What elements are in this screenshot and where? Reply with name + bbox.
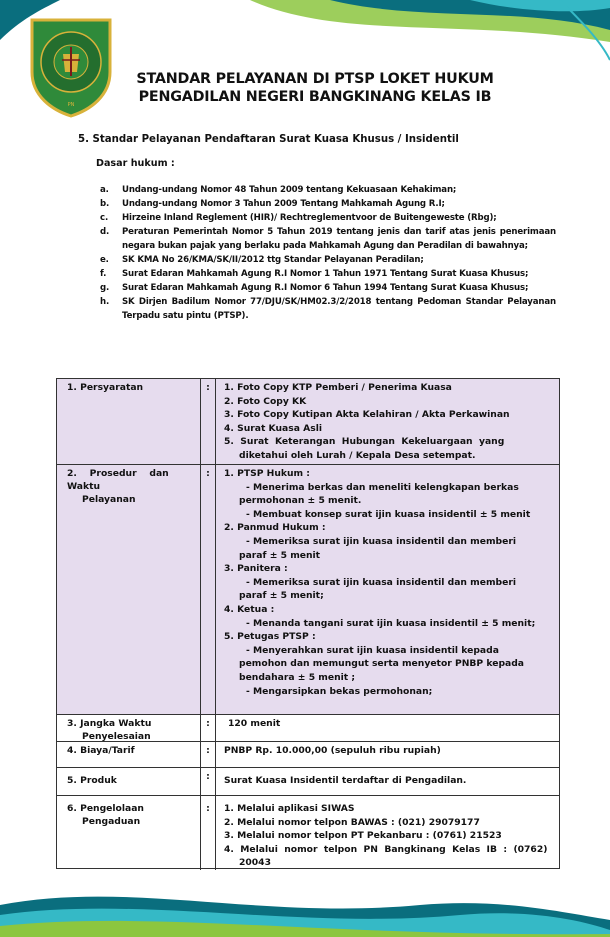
- content-line: diketahui oleh Lurah / Kepala Desa setempat.: [239, 449, 476, 461]
- legal-item-text: Surat Edaran Mahkamah Agung R.I Nomor 6 Tahun 1994 Tentang Surat Kuasa Khusus;: [122, 283, 529, 293]
- section-heading: 5. Standar Pelayanan Pendaftaran Surat Kuasa Khusus / Insidentil: [78, 134, 459, 145]
- legal-item-marker: d.: [100, 227, 110, 237]
- content-line: 3. Melalui nomor telpon PT Pekanbaru : (0761) 21523: [224, 830, 502, 842]
- table-row-prosedur: [57, 465, 559, 715]
- legal-item-marker: c.: [100, 213, 109, 223]
- table-row-persyaratan: [57, 379, 559, 465]
- legal-item-marker: e.: [100, 255, 109, 265]
- row-colon: :: [201, 715, 216, 741]
- row-label: [57, 465, 201, 714]
- content-line: 4. Melalui nomor telpon PN Bangkinang Kelas IB : (0762): [224, 843, 548, 855]
- table-row-biaya: [57, 742, 559, 768]
- content-line: - Mengarsipkan bekas permohonan;: [246, 685, 433, 697]
- row-colon: :: [201, 465, 216, 714]
- row-content: [216, 742, 559, 767]
- legal-item-marker: f.: [100, 269, 107, 279]
- row-colon: :: [201, 379, 216, 464]
- table-row-pengaduan: [57, 796, 559, 870]
- content-line: 3. Foto Copy Kutipan Akta Kelahiran / Akta Perkawinan: [224, 409, 510, 421]
- legal-item: [100, 253, 556, 267]
- row-label-line: Penyelesaian: [82, 731, 151, 742]
- legal-item-text: Hirzeine Inland Reglement (HIR)/ Rechtreglementvoor de Buitengeweste (Rbg);: [122, 213, 497, 223]
- content-line: 4. Surat Kuasa Asli: [224, 422, 323, 434]
- content-line: - Memeriksa surat ijin kuasa insidentil dan memberi: [246, 535, 517, 547]
- page-title-line-2: PENGADILAN NEGERI BANGKINANG KELAS IB: [138, 89, 492, 105]
- row-label-line: 6. Pengelolaan: [67, 803, 144, 814]
- content-line: 4. Ketua :: [224, 603, 275, 615]
- legal-item: [100, 183, 556, 197]
- legal-item-marker: a.: [100, 185, 109, 195]
- table-row-jangka-waktu: [57, 715, 559, 742]
- legal-item-text: Surat Edaran Mahkamah Agung R.I Nomor 1 Tahun 1971 Tentang Surat Kuasa Khusus;: [122, 269, 529, 279]
- content-line: paraf ± 5 menit;: [239, 590, 324, 602]
- content-line: permohonan ± 5 menit.: [239, 495, 362, 507]
- row-colon: :: [201, 742, 216, 767]
- legal-item: [100, 211, 556, 225]
- row-label: 1. Persyaratan: [57, 379, 201, 464]
- legal-item-text: SK Dirjen Badilum Nomor 77/DJU/SK/HM02.3/2/2018 tentang Pedoman Standar Pelayanan Terpadu satu pintu (PTSP).: [122, 297, 556, 321]
- content-line: - Membuat konsep surat ijin kuasa insidentil ± 5 menit: [246, 508, 531, 520]
- row-colon: :: [201, 796, 216, 870]
- row-label-line: Pengaduan: [82, 816, 141, 827]
- content-line: 2. Panmud Hukum :: [224, 522, 326, 534]
- content-line: - Menerima berkas dan meneliti kelengkapan berkas: [246, 481, 519, 493]
- legal-item: [100, 197, 556, 211]
- legal-item: [100, 281, 556, 295]
- content-line: paraf ± 5 menit: [239, 549, 321, 561]
- row-content: [216, 379, 559, 464]
- legal-item-text: Undang-undang Nomor 48 Tahun 2009 tentang Kekuasaan Kehakiman;: [122, 185, 457, 195]
- row-content: [216, 768, 559, 795]
- content-line: pemohon dan memungut serta menyetor PNBP kepada: [239, 658, 524, 670]
- service-standard-table: [56, 378, 560, 869]
- row-label-line: 3. Jangka Waktu: [67, 718, 152, 729]
- content-line: 5. Petugas PTSP :: [224, 631, 316, 643]
- content-line: 2. Foto Copy KK: [224, 395, 307, 407]
- row-content: [216, 796, 559, 870]
- legal-item-marker: h.: [100, 297, 110, 307]
- legal-item-text: SK KMA No 26/KMA/SK/II/2012 ttg Standar Pelayanan Peradilan;: [122, 255, 424, 265]
- row-colon: :: [201, 768, 216, 795]
- legal-item-text: Peraturan Pemerintah Nomor 5 Tahun 2019 tentang jenis dan tarif atas jenis penerimaan negara bukan pajak yang berlaku pada Mahkamah Agung dan Peradilan di bawahnya;: [122, 227, 556, 251]
- content-line: 120 menit: [228, 718, 281, 729]
- content-line: bendahara ± 5 menit ;: [239, 671, 356, 683]
- content-line: 3. Panitera :: [224, 563, 288, 575]
- legal-item-marker: b.: [100, 199, 110, 209]
- row-label: [57, 796, 201, 870]
- row-content: [216, 715, 559, 741]
- content-line: - Menanda tangani surat ijin kuasa insidentil ± 5 menit;: [246, 617, 536, 629]
- legal-item: [100, 225, 556, 253]
- row-label-line: Pelayanan: [82, 494, 136, 505]
- table-row-produk: [57, 768, 559, 796]
- legal-basis-list: [100, 183, 556, 323]
- legal-item: [100, 295, 556, 323]
- content-line: 1. Melalui aplikasi SIWAS: [224, 803, 355, 814]
- svg-text:PN: PN: [67, 102, 75, 108]
- row-label: 5. Produk: [57, 768, 201, 795]
- content-line: - Memeriksa surat ijin kuasa insidentil dan memberi: [246, 576, 517, 588]
- page-title: [100, 70, 530, 106]
- content-line: - Menyerahkan surat ijin kuasa insidentil kepada: [246, 644, 499, 656]
- row-label-line: Waktu: [67, 481, 101, 492]
- content-line: Surat Kuasa Insidentil terdaftar di Pengadilan.: [224, 775, 467, 786]
- row-label: 4. Biaya/Tarif: [57, 742, 201, 767]
- row-label-line: 2. Prosedur dan: [67, 468, 169, 479]
- content-line: 1. Foto Copy KTP Pemberi / Penerima Kuasa: [224, 382, 452, 393]
- legal-item-text: Undang-undang Nomor 3 Tahun 2009 Tentang Mahkamah Agung R.I;: [122, 199, 445, 209]
- legal-item: [100, 267, 556, 281]
- row-label: [57, 715, 201, 741]
- content-line: 1. PTSP Hukum :: [224, 468, 310, 479]
- content-line: 5. Surat Keterangan Hubungan Kekeluargaan yang: [224, 436, 505, 448]
- dasar-hukum-label: Dasar hukum :: [96, 158, 175, 169]
- row-content: [216, 465, 559, 714]
- content-line: PNBP Rp. 10.000,00 (sepuluh ribu rupiah): [224, 745, 441, 756]
- content-line: 20043: [239, 857, 271, 869]
- legal-item-marker: g.: [100, 283, 110, 293]
- content-line: 2. Melalui nomor telpon BAWAS : (021) 29079177: [224, 816, 480, 828]
- page-title-line-1: STANDAR PELAYANAN DI PTSP LOKET HUKUM: [136, 71, 494, 87]
